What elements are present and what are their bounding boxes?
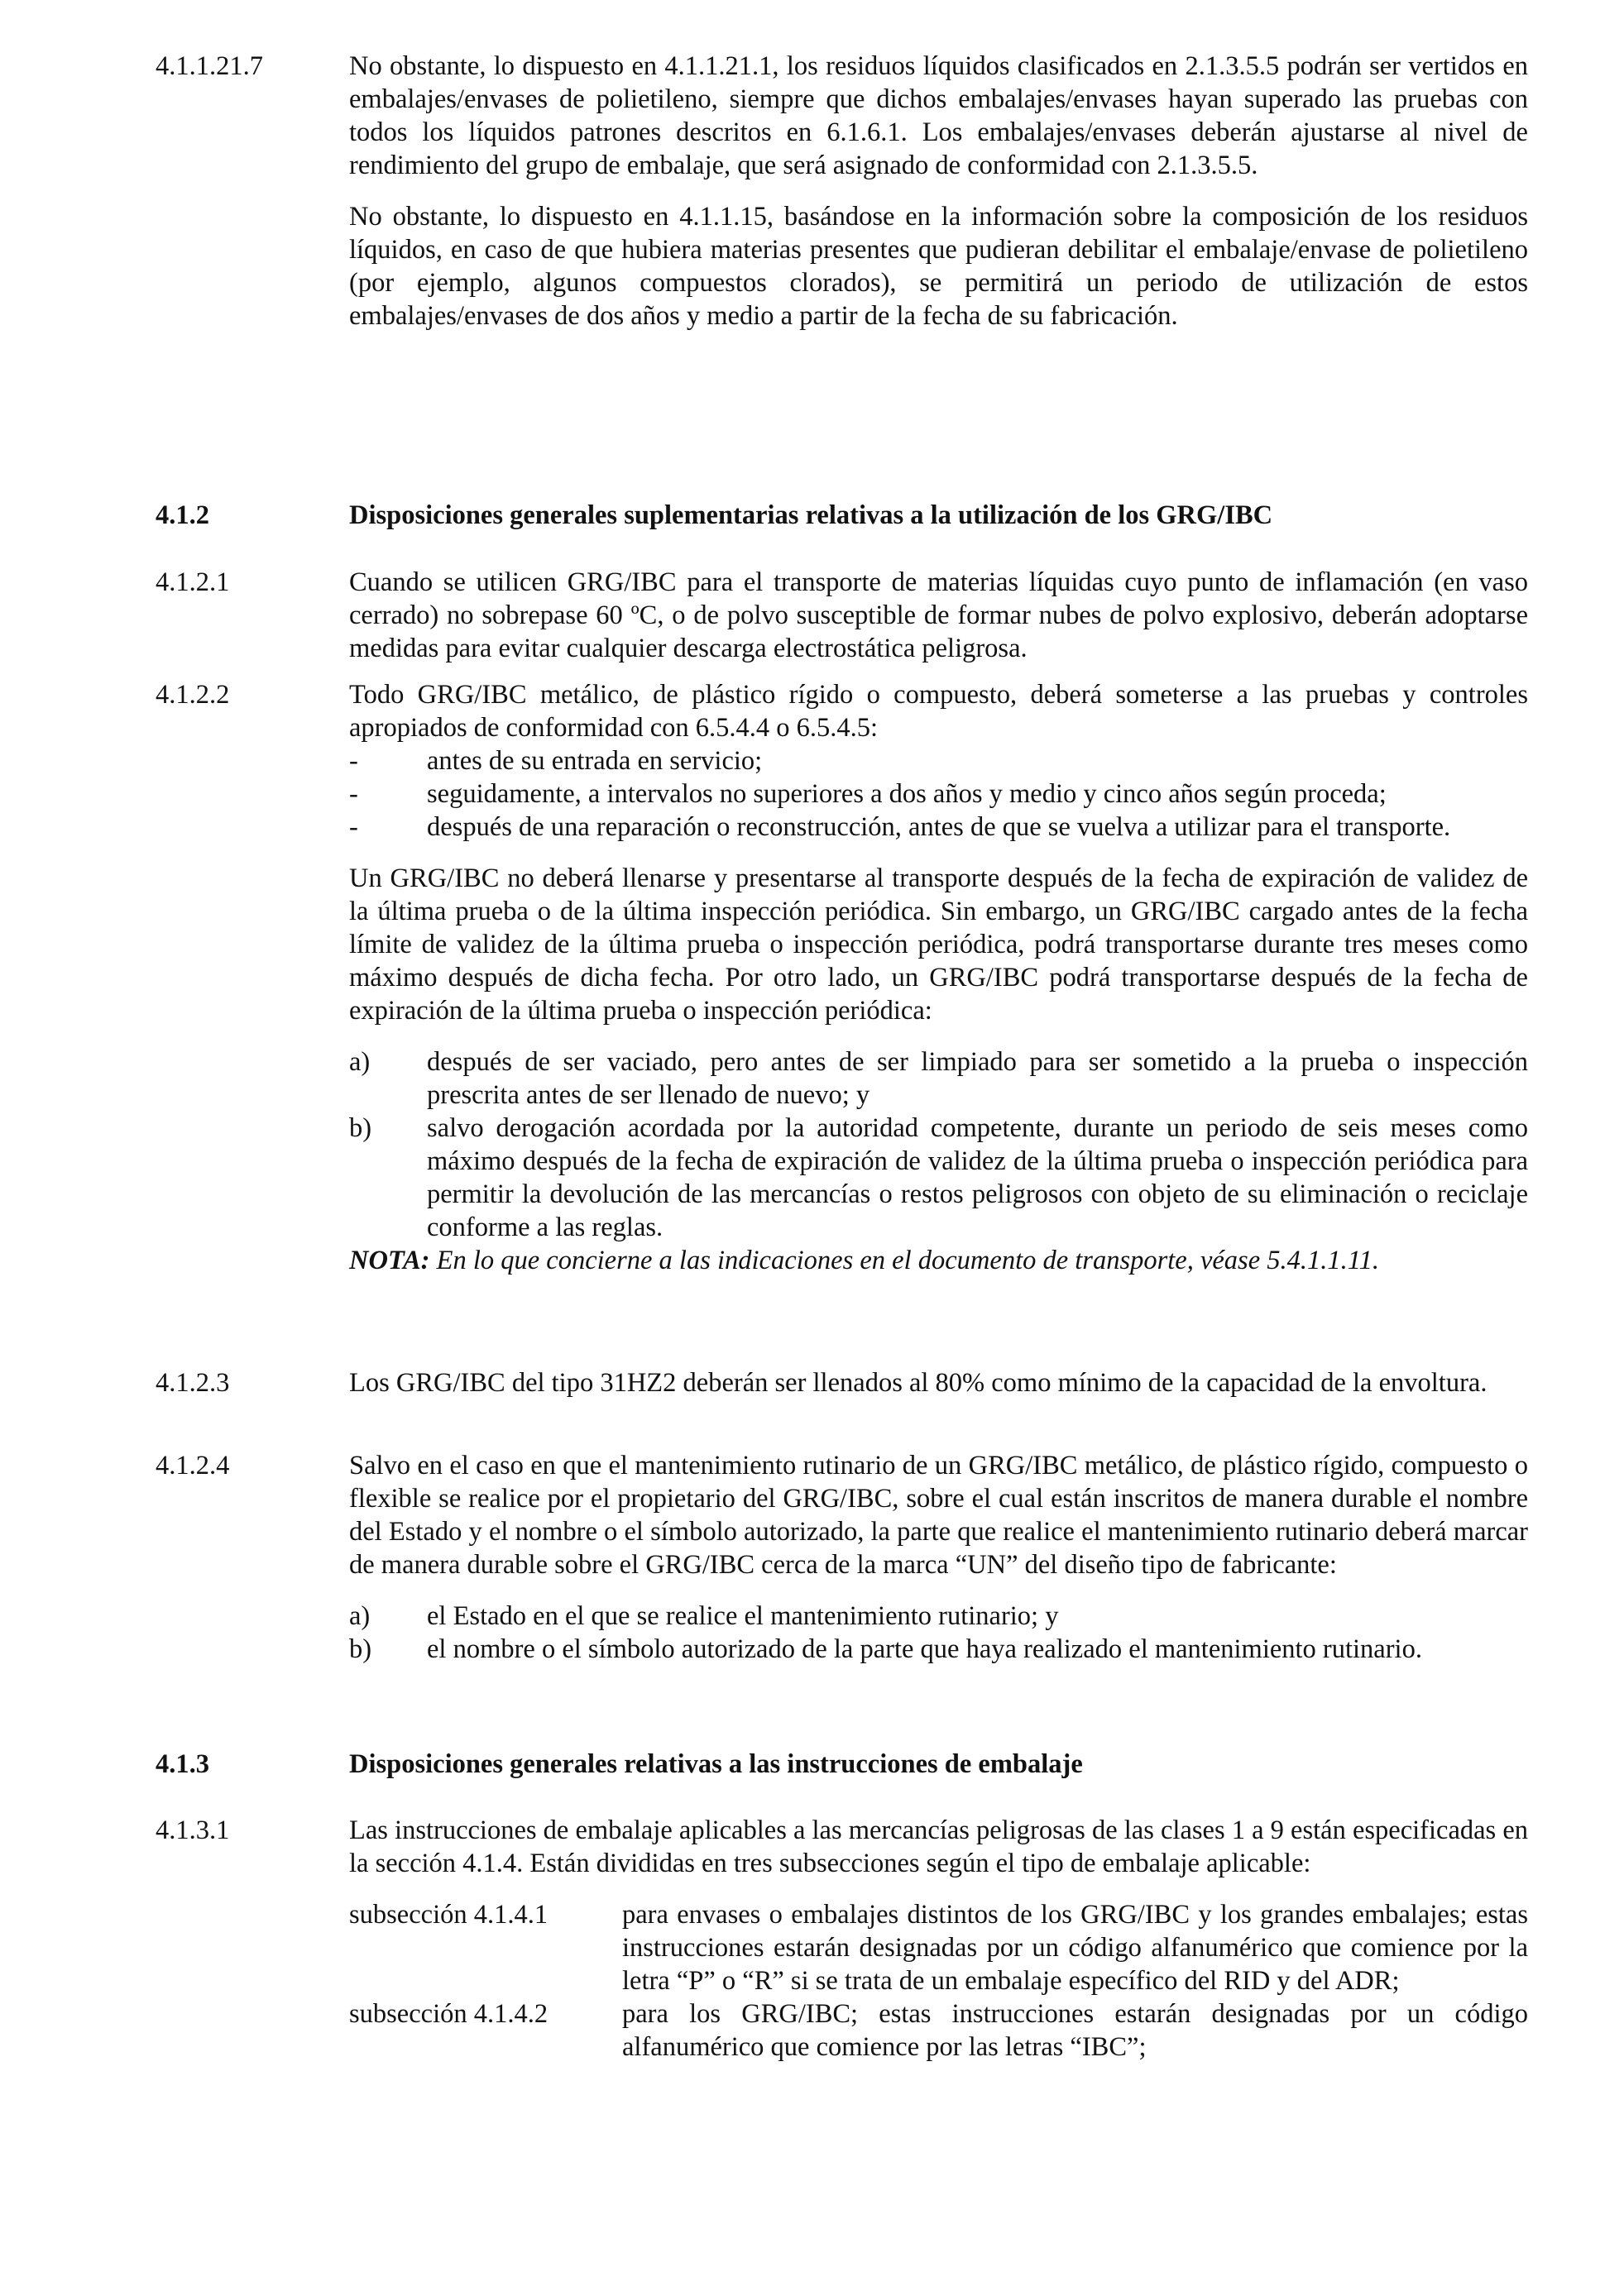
section-number: 4.1.2.4 bbox=[156, 1451, 230, 1480]
list-marker: - bbox=[349, 746, 358, 776]
paragraph: Un GRG/IBC no deberá llenarse y presentarse al transporte después de la fecha de expiración de validez de la última prueba o de la última inspección periódica. Sin embargo, un GRG/IBC cargado antes de la fecha límite de validez de la última prueba o inspección periódica, podrá transportarse durante tres meses como máximo después de dicha fecha. Por otro lado, un GRG/IBC podrá transportarse después de la fecha de expiración de la última prueba o inspección periódica: bbox=[349, 863, 1528, 1026]
subsection-label: subsección 4.1.4.1 bbox=[349, 1900, 549, 1930]
list-text: seguidamente, a intervalos no superiores a dos años y medio y cinco años según proceda; bbox=[427, 779, 1387, 809]
paragraph: Todo GRG/IBC metálico, de plástico rígido o compuesto, deberá someterse a las pruebas y controles apropiados de conformidad con 6.5.4.4 o 6.5.4.5: bbox=[349, 680, 1528, 743]
list-text: salvo derogación acordada por la autoridad competente, durante un periodo de seis meses como máximo después de la fecha de expiración de validez de la última prueba o inspección periódica para permitir la devolución de las mercancías o restos peligrosos con objeto de su eliminación o reciclaje conforme a las reglas. bbox=[427, 1113, 1528, 1242]
list-marker: - bbox=[349, 812, 358, 842]
section-number: 4.1.2.2 bbox=[156, 680, 230, 710]
paragraph: Salvo en el caso en que el mantenimiento rutinario de un GRG/IBC metálico, de plástico rígido, compuesto o flexible se realice por el propietario del GRG/IBC, sobre el cual están inscritos de manera durable el nombre del Estado y el nombre o el símbolo autorizado, la parte que realice el mantenimiento rutinario deberá marcar de manera durable sobre el GRG/IBC cerca de la marca “UN” del diseño tipo de fabricante: bbox=[349, 1451, 1528, 1580]
paragraph: No obstante, lo dispuesto en 4.1.1.15, basándose en la información sobre la composición de los residuos líquidos, en caso de que hubiera materias presentes que pudieran debilitar el embalaje/envase de polietileno (por ejemplo, algunos compuestos clorados), se permitirá un periodo de utilización de estos embalajes/envases de dos años y medio a partir de la fecha de su fabricación. bbox=[349, 202, 1528, 331]
subsection-list bbox=[349, 1898, 1528, 2064]
section-body bbox=[349, 1449, 1528, 1666]
list-item bbox=[349, 1112, 1528, 1244]
note-label: NOTA: bbox=[349, 1246, 430, 1275]
list-item bbox=[349, 1045, 1528, 1112]
subsection-item bbox=[349, 1898, 1528, 1997]
list-item bbox=[349, 811, 1528, 844]
section-body bbox=[349, 678, 1528, 1277]
list-text: el Estado en el que se realice el mantenimiento rutinario; y bbox=[427, 1601, 1059, 1631]
section-body bbox=[349, 50, 1528, 332]
note-text: En lo que concierne a las indicaciones en el documento de transporte, véase 5.4.1.1.11. bbox=[436, 1246, 1379, 1275]
list-marker: a) bbox=[349, 1601, 371, 1631]
list-text: después de una reparación o reconstrucción, antes de que se vuelva a utilizar para el transporte. bbox=[427, 812, 1451, 842]
subsection-text: para los GRG/IBC; estas instrucciones estarán designadas por un código alfanumérico que comience por las letras “IBC”; bbox=[622, 1999, 1528, 2062]
lettered-list bbox=[349, 1045, 1528, 1244]
list-marker: b) bbox=[349, 1634, 372, 1664]
paragraph: No obstante, lo dispuesto en 4.1.1.21.1, los residuos líquidos clasificados en 2.1.3.5.5 podrán ser vertidos en embalajes/envases de polietileno, siempre que dichos embalajes/envases hayan superado las pruebas con todos los líquidos patrones descritos en 6.1.6.1. Los embalajes/envases deberán ajustarse al nivel de rendimiento del grupo de embalaje, que será asignado de conformidad con 2.1.3.5.5. bbox=[349, 51, 1528, 180]
list-text: antes de su entrada en servicio; bbox=[427, 746, 763, 776]
list-text: el nombre o el símbolo autorizado de la parte que haya realizado el mantenimiento rutinario. bbox=[427, 1634, 1422, 1664]
section-number: 4.1.3.1 bbox=[156, 1815, 230, 1845]
section-title: Disposiciones generales suplementarias relativas a la utilización de los GRG/IBC bbox=[349, 500, 1273, 530]
section-number: 4.1.2 bbox=[156, 500, 209, 530]
paragraph: Los GRG/IBC del tipo 31HZ2 deberán ser llenados al 80% como mínimo de la capacidad de la envoltura. bbox=[349, 1368, 1487, 1398]
list-item bbox=[349, 777, 1528, 811]
subsection-label: subsección 4.1.4.2 bbox=[349, 1999, 549, 2029]
section-number: 4.1.2.3 bbox=[156, 1368, 230, 1398]
paragraph: Cuando se utilicen GRG/IBC para el transporte de materias líquidas cuyo punto de inflamación (en vaso cerrado) no sobrepase 60 ºC, o de polvo susceptible de formar nubes de polvo explosivo, deberán adoptarse medidas para evitar cualquier descarga electrostática peligrosa. bbox=[349, 567, 1528, 663]
list-item bbox=[349, 1633, 1528, 1666]
dash-list bbox=[349, 744, 1528, 844]
note bbox=[349, 1244, 1528, 1277]
list-marker: a) bbox=[349, 1047, 371, 1077]
section-title: Disposiciones generales relativas a las instrucciones de embalaje bbox=[349, 1749, 1083, 1779]
section-number: 4.1.2.1 bbox=[156, 567, 230, 597]
list-item bbox=[349, 1600, 1528, 1633]
subsection-text: para envases o embalajes distintos de los GRG/IBC y los grandes embalajes; estas instrucciones estarán designadas por un código alfanumérico que comience por la letra “P” o “R” si se trata de un embalaje específico del RID y del ADR; bbox=[622, 1900, 1528, 1996]
list-marker: b) bbox=[349, 1113, 372, 1143]
section-number: 4.1.1.21.7 bbox=[156, 51, 263, 81]
paragraph: Las instrucciones de embalaje aplicables a las mercancías peligrosas de las clases 1 a 9 están especificadas en la sección 4.1.4. Están divididas en tres subsecciones según el tipo de embalaje aplicable: bbox=[349, 1815, 1528, 1878]
section-number: 4.1.3 bbox=[156, 1749, 209, 1779]
list-item bbox=[349, 744, 1528, 777]
lettered-list bbox=[349, 1600, 1528, 1666]
list-marker: - bbox=[349, 779, 358, 809]
section-body bbox=[349, 1814, 1528, 2064]
subsection-item bbox=[349, 1997, 1528, 2064]
list-text: después de ser vaciado, pero antes de ser limpiado para ser sometido a la prueba o inspección prescrita antes de ser llenado de nuevo; y bbox=[427, 1047, 1528, 1110]
